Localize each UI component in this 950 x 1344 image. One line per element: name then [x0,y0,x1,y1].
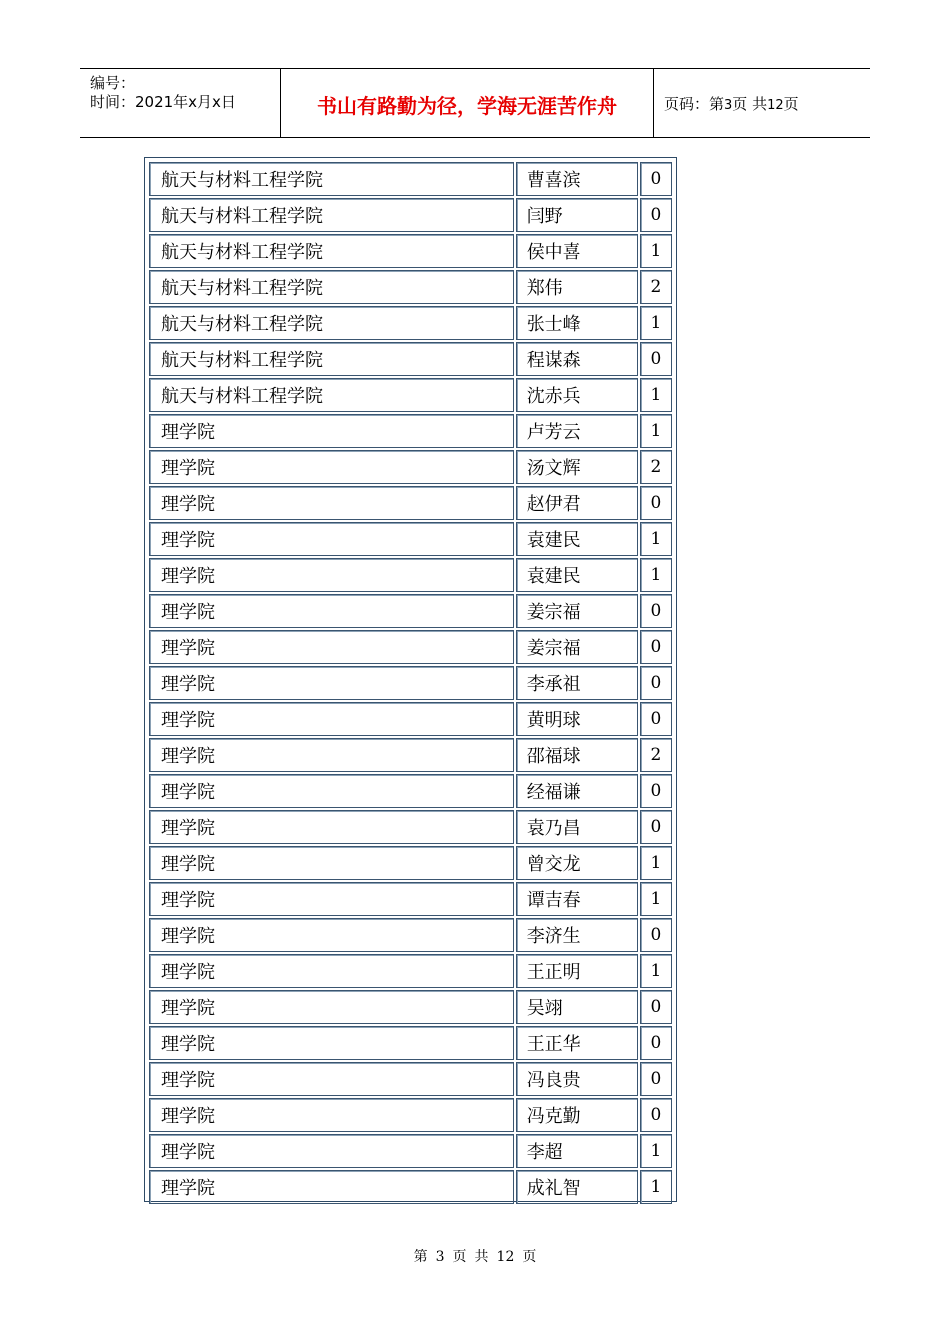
table-row [149,990,672,1024]
count-cell: 0 [640,810,672,844]
name-cell: 谭吉春 [516,882,638,916]
college-cell: 理学院 [149,630,514,664]
page-suffix: 页 [783,95,799,113]
count-cell: 0 [640,198,672,232]
count-cell: 2 [640,270,672,304]
footer-prefix: 第 [413,1249,428,1265]
table-row [149,954,672,988]
table-row [149,882,672,916]
college-cell: 理学院 [149,1170,514,1204]
name-cell: 姜宗福 [516,630,638,664]
college-cell: 航天与材料工程学院 [149,306,514,340]
count-cell: 0 [640,630,672,664]
count-cell: 1 [640,1170,672,1204]
name-cell: 李济生 [516,918,638,952]
college-cell: 航天与材料工程学院 [149,342,514,376]
college-cell: 航天与材料工程学院 [149,378,514,412]
count-cell: 0 [640,774,672,808]
header-motto-cell [281,69,654,137]
data-table-frame [144,157,677,1202]
count-cell: 0 [640,594,672,628]
count-cell: 0 [640,1062,672,1096]
name-cell: 吴翊 [516,990,638,1024]
college-cell: 理学院 [149,882,514,916]
data-table [147,160,674,1206]
name-cell: 袁乃昌 [516,810,638,844]
table-row [149,702,672,736]
name-cell: 汤文辉 [516,450,638,484]
count-cell: 0 [640,342,672,376]
count-cell: 2 [640,738,672,772]
name-cell: 曾交龙 [516,846,638,880]
count-cell: 0 [640,702,672,736]
college-cell: 理学院 [149,1026,514,1060]
college-cell: 理学院 [149,702,514,736]
page-header [80,68,870,138]
table-row [149,342,672,376]
name-cell: 黄明球 [516,702,638,736]
count-cell: 0 [640,918,672,952]
name-cell: 王正明 [516,954,638,988]
table-row [149,774,672,808]
header-meta [80,69,281,137]
name-cell: 冯克勤 [516,1098,638,1132]
table-row [149,450,672,484]
count-cell: 1 [640,378,672,412]
name-cell: 李承祖 [516,666,638,700]
college-cell: 理学院 [149,450,514,484]
college-cell: 航天与材料工程学院 [149,162,514,196]
name-cell: 邵福球 [516,738,638,772]
name-cell: 李超 [516,1134,638,1168]
count-cell: 1 [640,882,672,916]
count-cell: 1 [640,522,672,556]
page-current: 3 [724,98,733,113]
motto: 书山有路勤为径，学海无涯苦作舟 [317,94,617,118]
name-cell: 郑伟 [516,270,638,304]
table-body [149,162,672,1204]
count-cell: 1 [640,558,672,592]
count-cell: 2 [640,450,672,484]
name-cell: 袁建民 [516,522,638,556]
name-cell: 张士峰 [516,306,638,340]
college-cell: 理学院 [149,486,514,520]
name-cell: 沈赤兵 [516,378,638,412]
name-cell: 成礼智 [516,1170,638,1204]
footer-total: 12 [496,1249,515,1265]
college-cell: 理学院 [149,990,514,1024]
name-cell: 王正华 [516,1026,638,1060]
count-cell: 0 [640,486,672,520]
college-cell: 理学院 [149,918,514,952]
college-cell: 理学院 [149,522,514,556]
college-cell: 理学院 [149,594,514,628]
count-cell: 1 [640,414,672,448]
table-row [149,1062,672,1096]
college-cell: 理学院 [149,774,514,808]
table-row [149,918,672,952]
college-cell: 理学院 [149,414,514,448]
count-cell: 1 [640,234,672,268]
footer-suffix: 页 [522,1249,537,1265]
name-cell: 侯中喜 [516,234,638,268]
count-cell: 0 [640,162,672,196]
table-row [149,522,672,556]
college-cell: 理学院 [149,1134,514,1168]
table-row [149,1134,672,1168]
table-row [149,1170,672,1204]
college-cell: 理学院 [149,810,514,844]
count-cell: 0 [640,666,672,700]
header-page-cell [654,69,870,137]
footer-current: 3 [435,1249,445,1265]
name-cell: 袁建民 [516,558,638,592]
count-cell: 0 [640,1098,672,1132]
count-cell: 1 [640,1134,672,1168]
serial-label: 编号： [90,74,136,92]
college-cell: 航天与材料工程学院 [149,234,514,268]
table-row [149,234,672,268]
table-row [149,810,672,844]
college-cell: 理学院 [149,558,514,592]
table-row [149,414,672,448]
table-row [149,1026,672,1060]
page-footer [0,1246,950,1266]
college-cell: 理学院 [149,954,514,988]
table-row [149,666,672,700]
name-cell: 姜宗福 [516,594,638,628]
college-cell: 航天与材料工程学院 [149,198,514,232]
table-row [149,306,672,340]
name-cell: 闫野 [516,198,638,232]
college-cell: 航天与材料工程学院 [149,270,514,304]
name-cell: 经福谦 [516,774,638,808]
table-row [149,270,672,304]
table-row [149,162,672,196]
count-cell: 0 [640,1026,672,1060]
table-row [149,198,672,232]
footer-mid2: 共 [474,1249,489,1265]
table-row [149,486,672,520]
date-label: 时间：2021年x月x日 [90,93,236,111]
table-row [149,378,672,412]
header-page-info [664,93,799,114]
table-row [149,1098,672,1132]
name-cell: 曹喜滨 [516,162,638,196]
footer-mid1: 页 [452,1249,467,1265]
table-row [149,630,672,664]
page-total: 12 [767,98,784,113]
page-mid: 页 共 [732,95,768,113]
name-cell: 冯良贵 [516,1062,638,1096]
count-cell: 1 [640,954,672,988]
page-prefix: 页码：第 [664,95,725,113]
count-cell: 1 [640,846,672,880]
college-cell: 理学院 [149,1062,514,1096]
name-cell: 程谋森 [516,342,638,376]
table-row [149,594,672,628]
table-row [149,846,672,880]
college-cell: 理学院 [149,666,514,700]
college-cell: 理学院 [149,1098,514,1132]
college-cell: 理学院 [149,846,514,880]
name-cell: 赵伊君 [516,486,638,520]
count-cell: 0 [640,990,672,1024]
table-row [149,738,672,772]
count-cell: 1 [640,306,672,340]
table-row [149,558,672,592]
name-cell: 卢芳云 [516,414,638,448]
college-cell: 理学院 [149,738,514,772]
